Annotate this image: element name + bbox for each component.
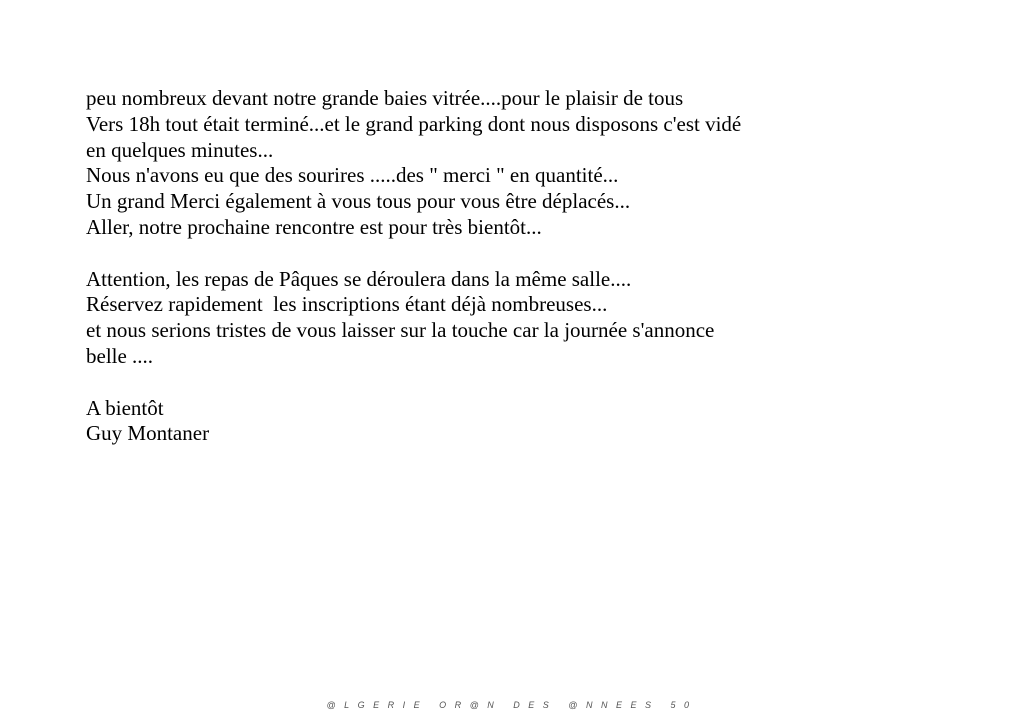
text-line: Vers 18h tout était terminé...et le grand parking dont nous disposons c'est vidé	[86, 111, 742, 136]
paragraph-easter-announcement	[86, 267, 986, 370]
text-line: en quelques minutes...	[86, 137, 274, 162]
signature-block	[86, 396, 986, 448]
text-line: Aller, notre prochaine rencontre est pour très bientôt...	[86, 214, 542, 239]
author-name: Guy Montaner	[86, 421, 210, 446]
paragraph-event-recap	[86, 86, 986, 241]
text-line: peu nombreux devant notre grande baies vitrée....pour le plaisir de tous	[86, 86, 684, 110]
text-line: belle ....	[86, 343, 154, 368]
document-body	[86, 86, 986, 447]
text-line: et nous serions tristes de vous laisser sur la touche car la journée s'annonce	[86, 318, 715, 343]
text-line: Un grand Merci également à vous tous pour vous être déplacés...	[86, 189, 631, 214]
text-line: Nous n'avons eu que des sourires .....des " merci " en quantité...	[86, 163, 619, 188]
text-line: Réservez rapidement les inscriptions étant déjà nombreuses...	[86, 292, 608, 317]
page-footer: @LGERIE OR@N DES @NNEES 50	[326, 700, 698, 710]
text-line: Attention, les repas de Pâques se déroulera dans la même salle....	[86, 266, 632, 291]
closing-line: A bientôt	[86, 395, 164, 420]
